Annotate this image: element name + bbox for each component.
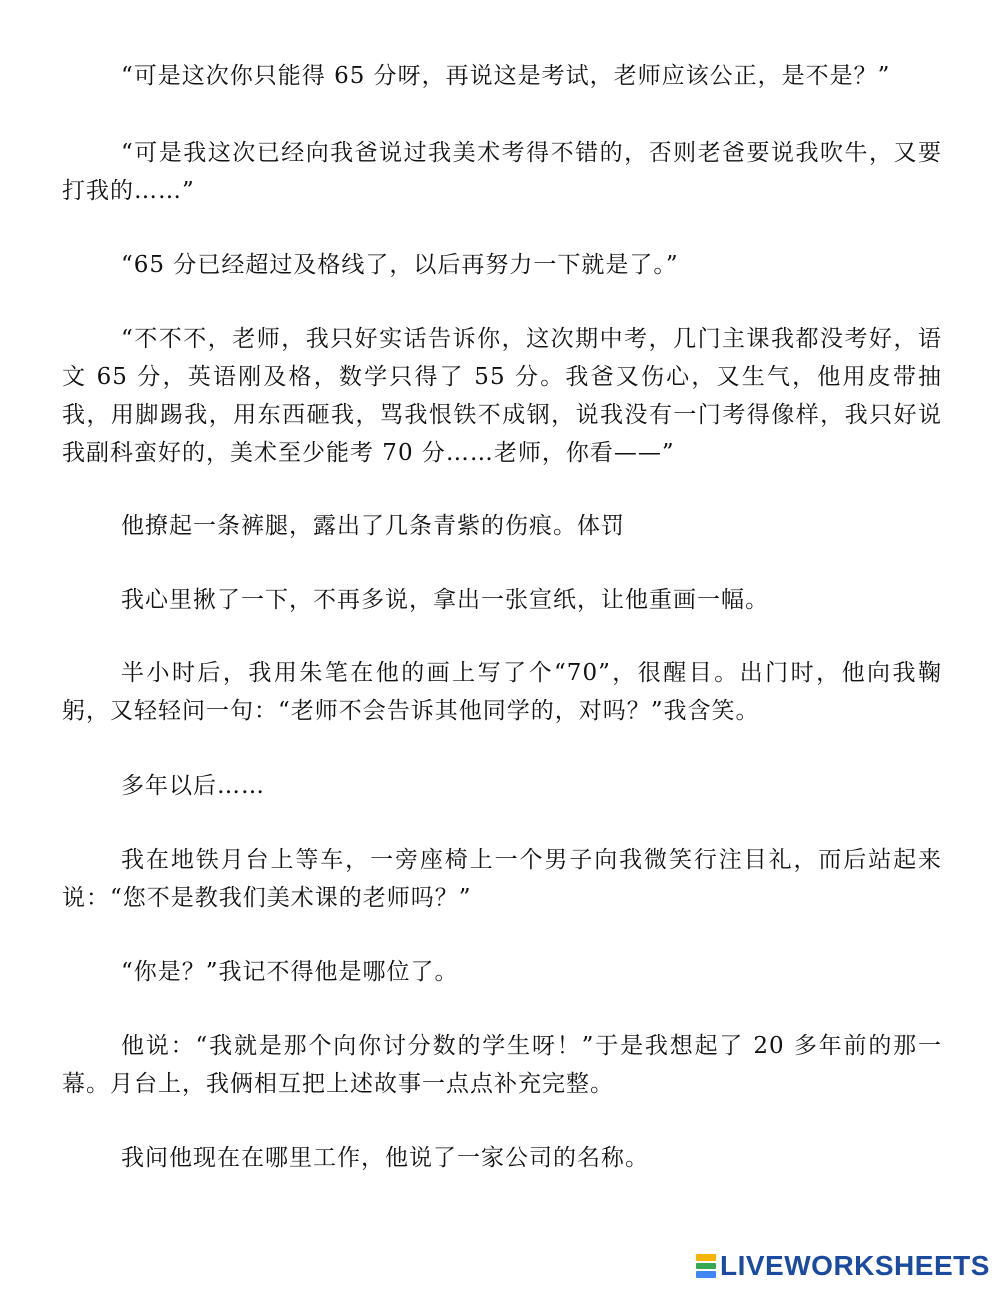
paragraph-5: 他撩起一条裤腿，露出了几条青紫的伤痕。体罚: [121, 513, 625, 539]
liveworksheets-watermark: [696, 1252, 990, 1280]
paragraph-2: “可是我这次已经向我爸说过我美术考得不错的，否则老爸要说我吹牛，又要打我的……”: [62, 140, 942, 204]
paragraph-8: 多年以后……: [121, 773, 265, 799]
paragraph-1: “可是这次你只能得 65 分呀，再说这是考试，老师应该公正，是不是？”: [121, 63, 891, 89]
paragraph-7: 半小时后，我用朱笔在他的画上写了个“70”，很醒目。出门时，他向我鞠躬，又轻轻问一句：“老师不会告诉其他同学的，对吗？”我含笑。: [62, 660, 942, 724]
paragraph-9: 我在地铁月台上等车，一旁座椅上一个男子向我微笑行注目礼，而后站起来说：“您不是教我们美术课的老师吗？”: [62, 847, 942, 911]
paragraph-6: 我心里揪了一下，不再多说，拿出一张宣纸，让他重画一幅。: [121, 587, 769, 613]
watermark-text: LIVEWORKSHEETS: [720, 1250, 990, 1281]
liveworksheets-logo-icon: [696, 1254, 716, 1278]
paragraph-11: 他说：“我就是那个向你讨分数的学生呀！”于是我想起了 20 多年前的那一幕。月台上，我俩相互把上述故事一点点补充完整。: [62, 1033, 942, 1097]
paragraph-10: “你是？”我记不得他是哪位了。: [121, 959, 459, 985]
paragraph-4: “不不不，老师，我只好实话告诉你，这次期中考，几门主课我都没考好，语文 65 分，英语刚及格，数学只得了 55 分。我爸又伤心，又生气，他用皮带抽我，用脚踢我，用东西砸我，骂我恨铁不成钢，说我没有一门考得像样，我只好说我副科蛮好的，美术至少能考 70 分……老师，你看——”: [62, 326, 942, 466]
paragraph-12: 我问他现在在哪里工作，他说了一家公司的名称。: [121, 1145, 649, 1171]
paragraph-3: “65 分已经超过及格线了，以后再努力一下就是了。”: [121, 252, 679, 278]
